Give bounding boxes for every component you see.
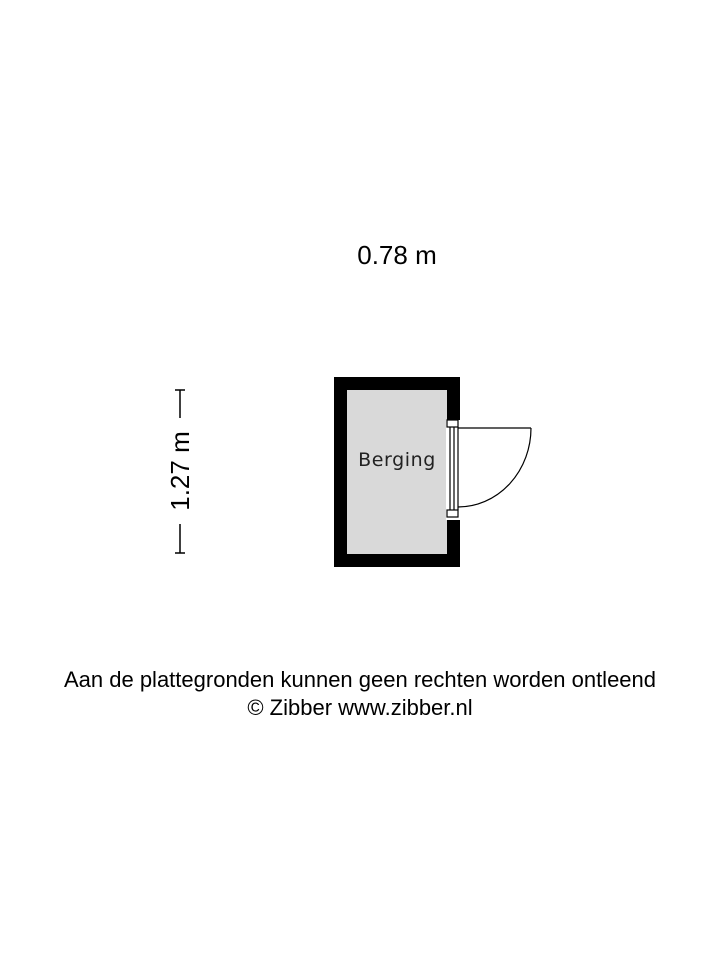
disclaimer-text: Aan de plattegronden kunnen geen rechten worden ontleend <box>63 667 657 692</box>
width-dimension-label: 0.78 m <box>357 240 437 270</box>
door-swing <box>458 428 531 507</box>
room-storage <box>334 377 461 567</box>
depth-dimension-label: 1.27 m <box>165 431 195 511</box>
room-label: Berging <box>358 449 436 471</box>
room-floor <box>347 390 447 554</box>
copyright-text: © Zibber www.zibber.nl <box>247 695 473 720</box>
